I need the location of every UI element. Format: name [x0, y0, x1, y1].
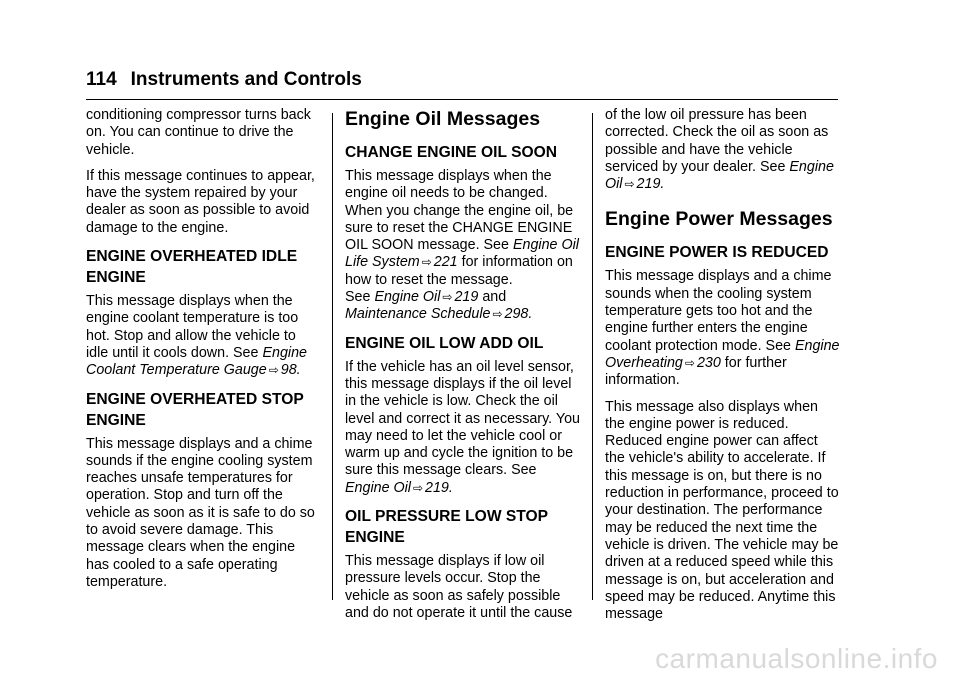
page-ref-arrow-icon: ⇨	[442, 290, 453, 305]
paragraph: See Engine Oil ⇨ 219 and Maintenance Schedule ⇨ 298.	[345, 289, 533, 323]
page-ref[interactable]: 98	[280, 362, 297, 379]
paragraph: of the low oil pressure has been corrected. Check the oil as soon as possible and have the vehicle serviced by your dealer. See Engine Oil ⇨ 219.	[605, 107, 834, 193]
watermark: carmanualsonline.info	[655, 643, 938, 674]
message-heading: OIL PRESSURE LOW STOP ENGINE	[345, 508, 548, 547]
cross-reference-link[interactable]: Engine Coolant Temperature Gauge	[86, 344, 307, 379]
column-3	[605, 107, 841, 632]
message-heading: ENGINE POWER IS REDUCED	[605, 244, 829, 262]
page-ref[interactable]: 230	[696, 354, 721, 371]
message-heading: CHANGE ENGINE OIL SOON	[345, 144, 557, 161]
page-ref-arrow-icon: ⇨	[412, 480, 424, 495]
column-divider	[332, 113, 333, 600]
page-ref-arrow-icon: ⇨	[684, 355, 695, 370]
message-heading: ENGINE OVERHEATED IDLE ENGINE	[86, 248, 298, 287]
page-header	[86, 69, 362, 91]
page-ref[interactable]: 219	[454, 289, 479, 306]
page-ref-arrow-icon: ⇨	[268, 363, 279, 378]
cross-reference-link[interactable]: Engine Oil	[345, 479, 411, 496]
page-ref-arrow-icon: ⇨	[421, 255, 432, 270]
cross-reference-link[interactable]: Engine Oil Life System	[345, 237, 579, 271]
page-ref[interactable]: 219	[636, 176, 661, 193]
page-ref-arrow-icon: ⇨	[492, 307, 503, 322]
page-ref[interactable]: 298	[504, 306, 529, 323]
cross-reference-link[interactable]: Engine Oil	[374, 289, 441, 306]
page-ref[interactable]: 219	[425, 479, 449, 496]
section-heading: Engine Oil Messages	[345, 108, 541, 130]
message-heading: ENGINE OIL LOW ADD OIL	[345, 334, 544, 352]
cross-reference-link[interactable]: Engine Overheating	[605, 337, 840, 371]
message-heading: ENGINE OVERHEATED STOP ENGINE	[86, 390, 304, 429]
paragraph: This message displays when the engine oil needs to be changed. When you change the engine oil, be sure to reset the CHANGE ENGINE OIL SOON message. See Engine Oil Life System ⇨ 221 for information on how to reset the message.	[345, 168, 579, 288]
cross-reference-link[interactable]: Engine Oil	[605, 158, 834, 193]
column-1	[86, 107, 322, 600]
paragraph: This message also displays when the engine power is reduced. Reduced engine power can affect the vehicle's ability to accelerate. If this message is on, but there is no reduction in performance, proceed to your destination. The performance may be reduced the next time the vehicle is driven. The vehicle may be driven at a reduced speed while this message is on, but acceleration and speed may be reduced. Anytime this message	[605, 398, 839, 623]
paragraph: If the vehicle has an oil level sensor, this message displays if the oil level in the vehicle is low. Check the oil level and correct it as necessary. You may need to let the vehicle cool or warm up and cycle the ignition to be sure this message clears. See Engine Oil ⇨ 219.	[345, 358, 580, 496]
paragraph: This message displays and a chime sounds when the cooling system temperature gets too hot and the engine further enters the engine coolant protection mode. See Engine Overheating ⇨ 230 for further information.	[605, 268, 840, 389]
paragraph: If this message continues to appear, have the system repaired by your dealer as soon as possible to avoid damage to the engine.	[86, 167, 315, 236]
column-2	[345, 107, 580, 631]
cross-reference-link[interactable]: Maintenance Schedule	[345, 306, 491, 323]
page-ref-arrow-icon: ⇨	[624, 177, 635, 192]
section-heading: Engine Power Messages	[605, 208, 833, 231]
paragraph: This message displays if low oil pressure levels occur. Stop the vehicle as soon as safely possible and do not operate it until the cause	[345, 553, 573, 621]
page-ref[interactable]: 221	[433, 254, 458, 271]
column-divider	[592, 113, 593, 600]
paragraph: conditioning compressor turns back on. You can continue to drive the vehicle.	[86, 107, 311, 158]
header-rule	[86, 99, 838, 100]
paragraph: This message displays when the engine coolant temperature is too hot. Stop and allow the vehicle to idle until it cools down. See Engine Coolant Temperature Gauge ⇨ 98.	[86, 293, 307, 379]
paragraph: This message displays and a chime sounds if the engine cooling system reaches unsafe temperatures for operation. Stop and turn off the vehicle as soon as it is safe to do so to avoid severe damage. This message clears when the engine has cooled to a safe operating temperature.	[86, 435, 315, 590]
page-title: Instruments and Controls	[130, 69, 362, 90]
page-number: 114	[86, 69, 117, 90]
